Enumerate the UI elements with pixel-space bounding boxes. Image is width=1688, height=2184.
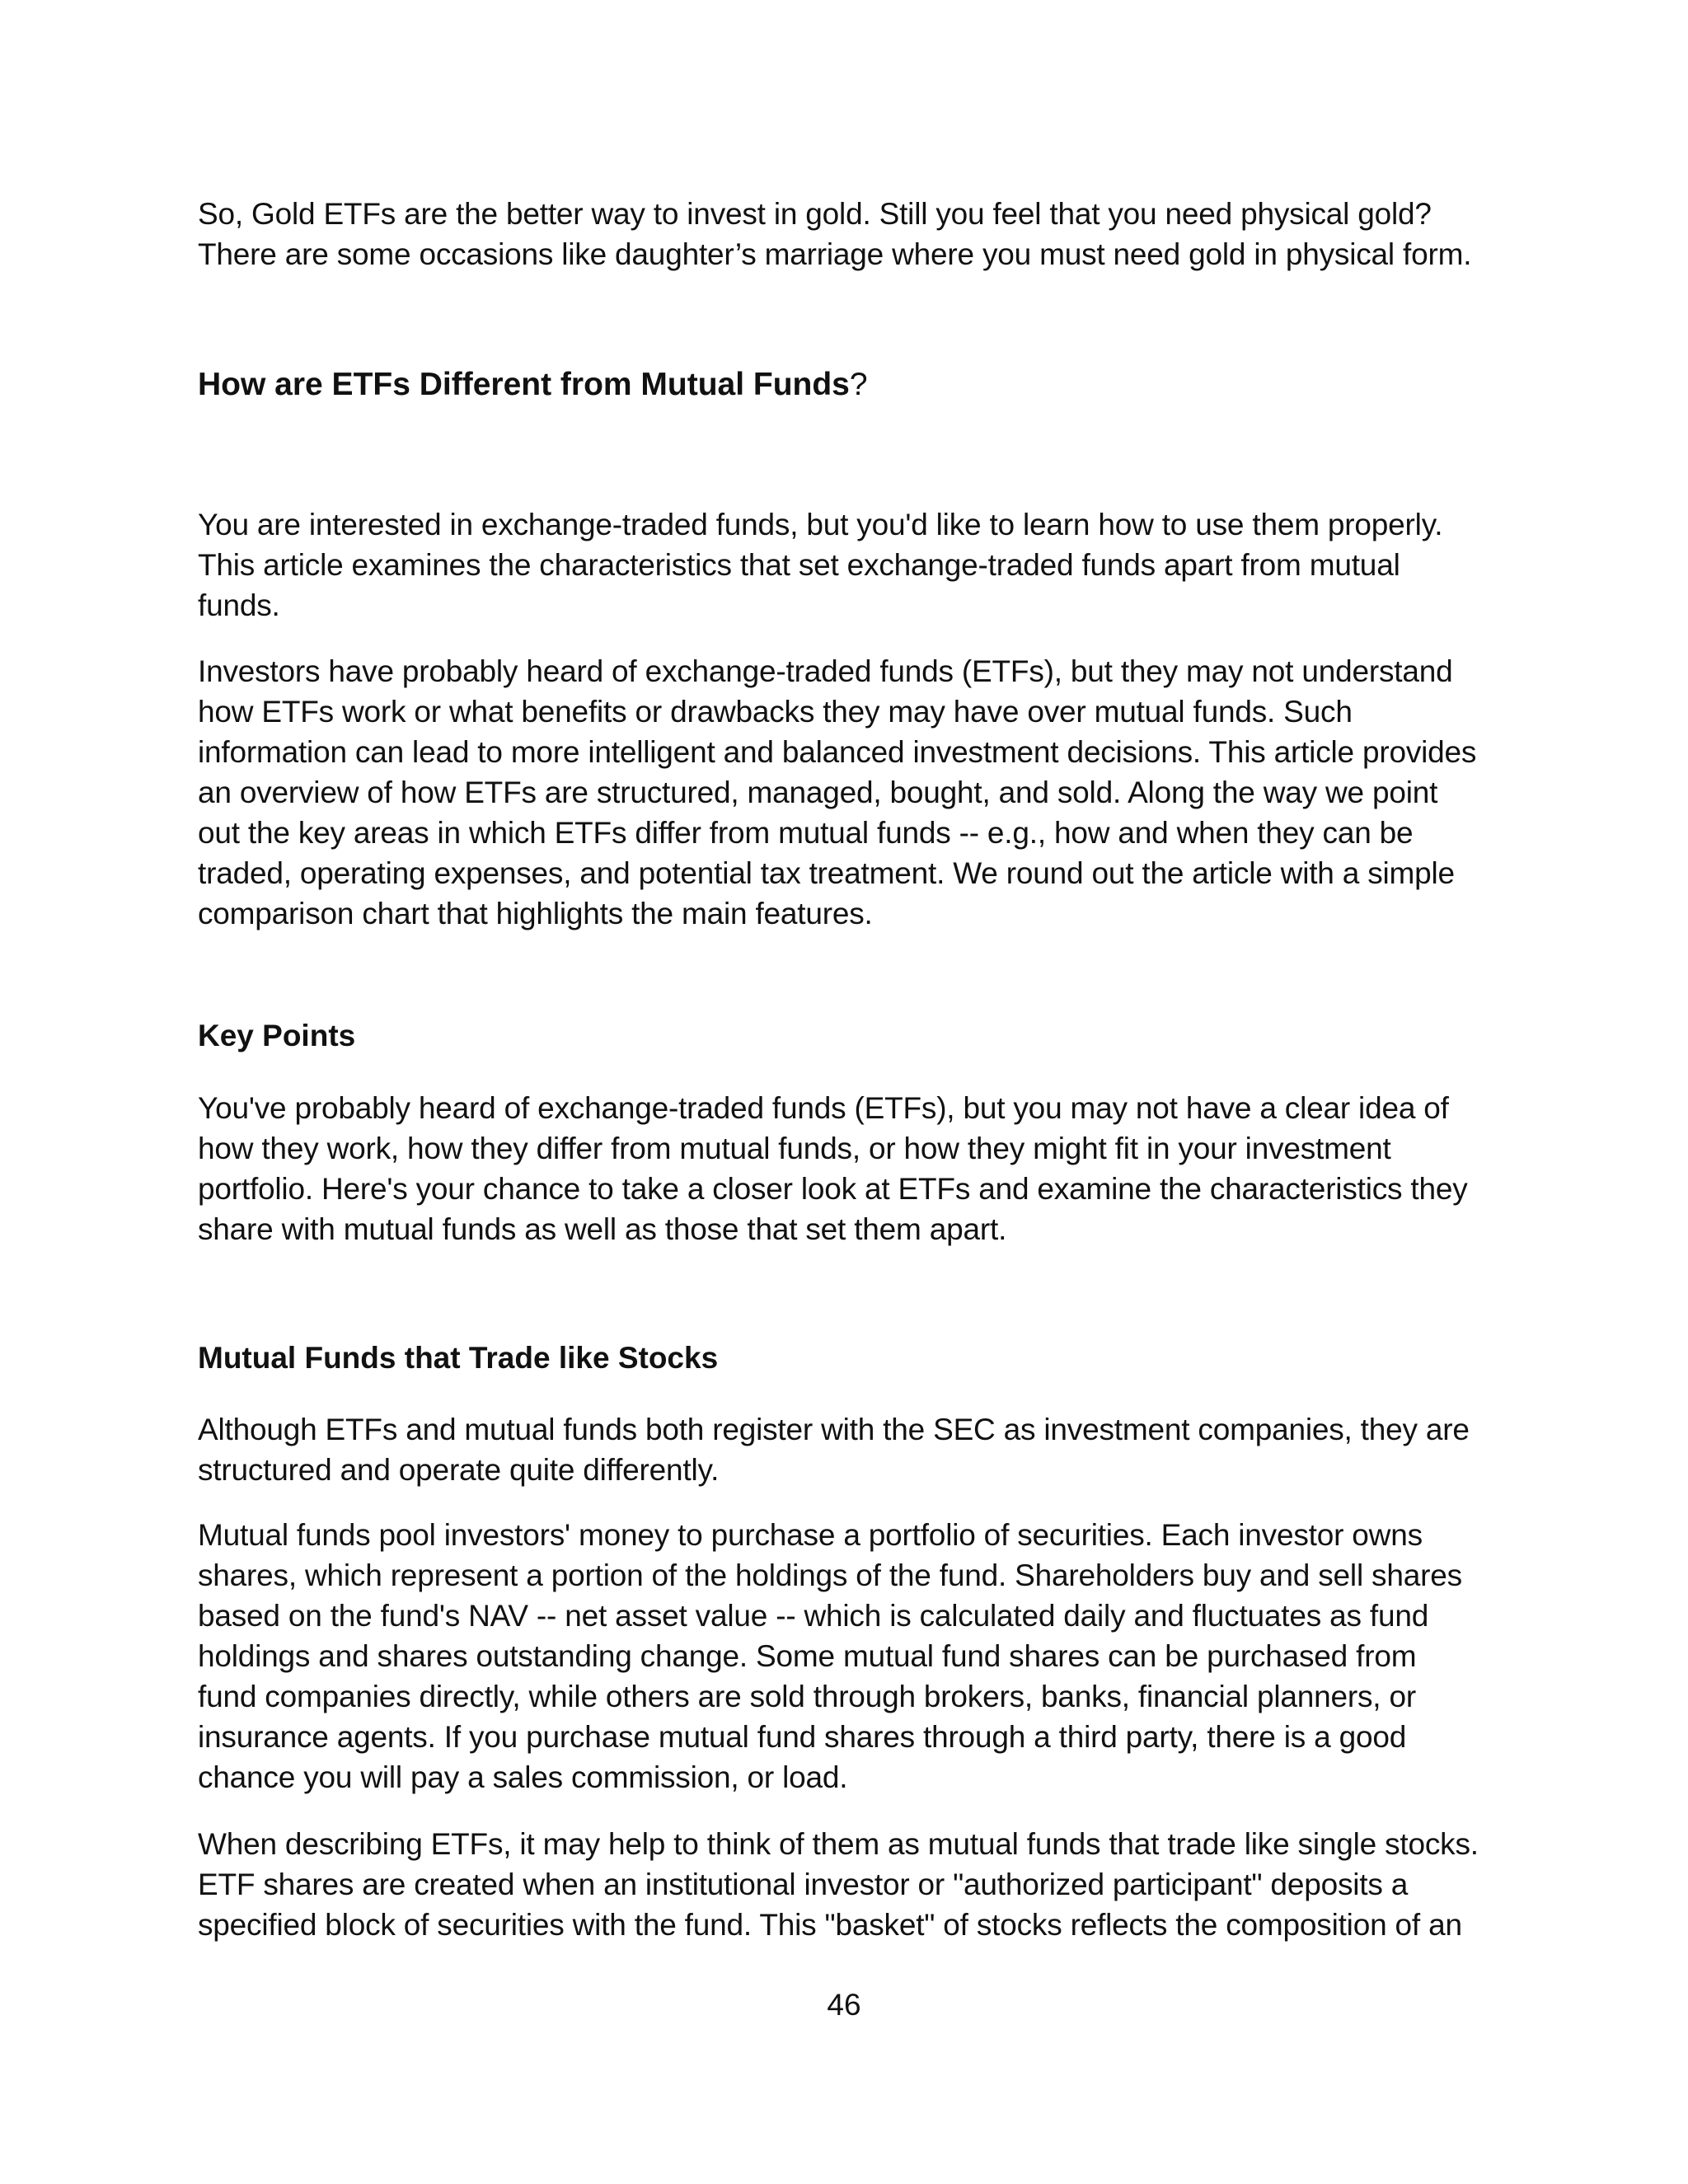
section3-paragraph-3: When describing ETFs, it may help to think of them as mutual funds that trade like single stocks. ETF shares are created when an institutional investor or "authorized participant" deposits a specified block of securities with the fund. This "basket" of stocks reflects the composition of an [198,1827,1479,1942]
section3-paragraph-1: Although ETFs and mutual funds both register with the SEC as investment companies, they are structured and operate quite differently. [198,1413,1470,1487]
section-heading-key-points: Key Points [198,1019,356,1052]
section3-paragraph-2: Mutual funds pool investors' money to purchase a portfolio of securities. Each investor owns shares, which represent a portion of the holdings of the fund. Shareholders buy and sell shares based on the fund's NAV -- net asset value -- which is calculated daily and fluctuates as fund holdings and shares outstanding change. Some mutual fund shares can be purchased from fund companies directly, while others are sold through brokers, banks, financial planners, or insurance agents. If you purchase mutual fund shares through a third party, there is a good chance you will pay a sales commission, or load. [198,1518,1462,1794]
section1-paragraph-1: You are interested in exchange-traded funds, but you'd like to learn how to use them properly. This article examines the characteristics that set exchange-traded funds apart from mutual funds. [198,508,1443,622]
section-heading-etfs-vs-mutual-funds [198,364,1500,405]
section-heading-question-mark: ? [849,367,868,402]
page-number: 46 [827,1988,861,2022]
section-heading-text: How are ETFs Different from Mutual Funds [198,367,850,402]
section1-paragraph-2: Investors have probably heard of exchange-traded funds (ETFs), but they may not understand how ETFs work or what benefits or drawbacks they may have over mutual funds. Such information can lead to more intelligent and balanced investment decisions. This article provides an overview of how ETFs are structured, managed, bought, and sold. Along the way we point out the key areas in which ETFs differ from mutual funds -- e.g., how and when they can be traded, operating expenses, and potential tax treatment. We round out the article with a simple comparison chart that highlights the main features. [198,654,1477,930]
section-heading-mutual-funds-trade-like-stocks: Mutual Funds that Trade like Stocks [198,1341,719,1375]
intro-paragraph: So, Gold ETFs are the better way to invest in gold. Still you feel that you need physical gold? There are some occasions like daughter’s marriage where you must need gold in physical form. [198,197,1472,271]
key-points-paragraph: You've probably heard of exchange-traded funds (ETFs), but you may not have a clear idea of how they work, how they differ from mutual funds, or how they might fit in your investment portfolio. Here's your chance to take a closer look at ETFs and examine the characteristics they share with mutual funds as well as those that set them apart. [198,1091,1468,1246]
